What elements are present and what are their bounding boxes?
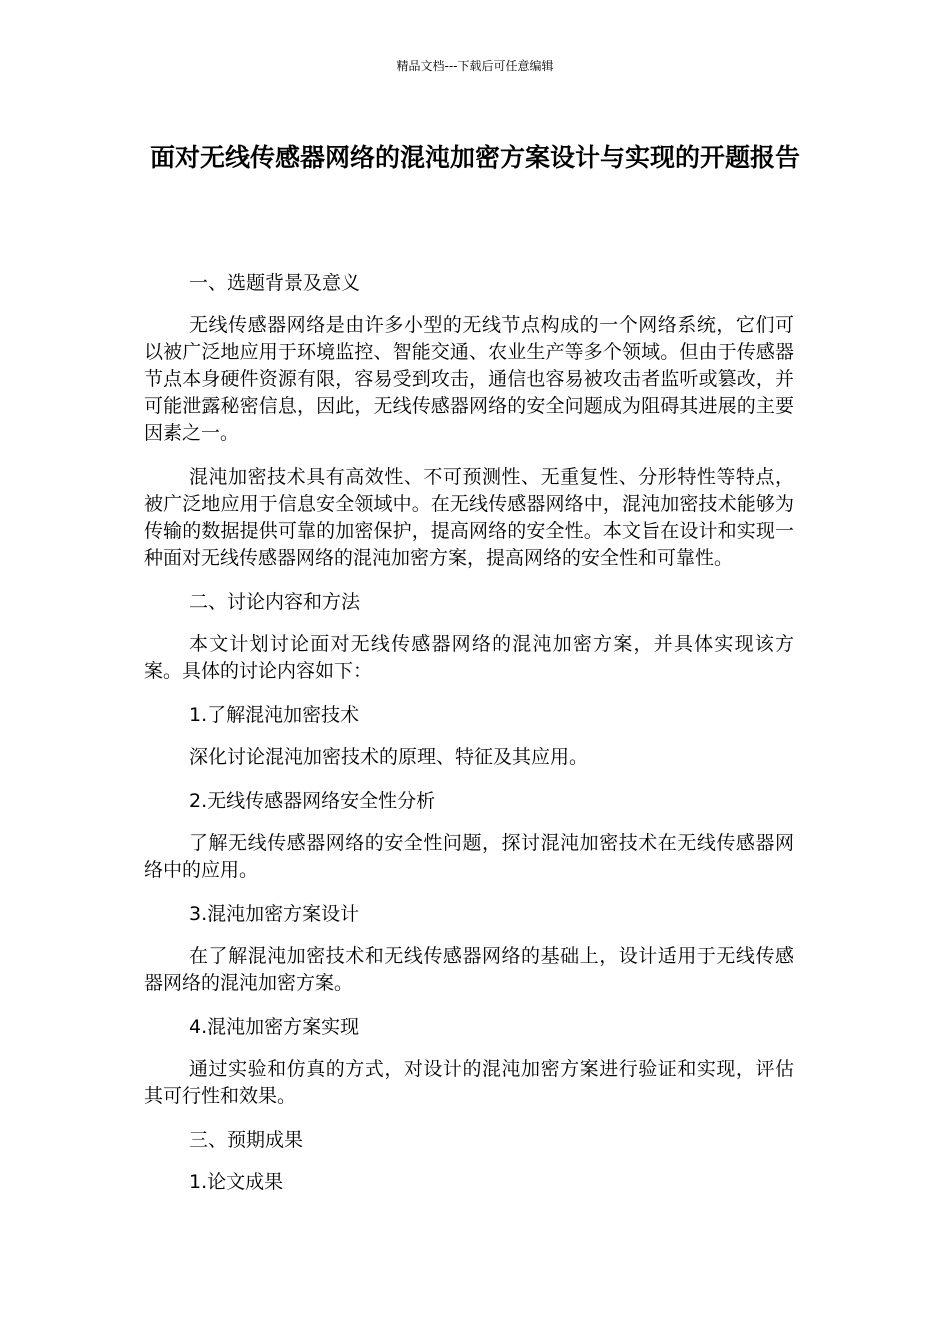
item-heading-1: 1.了解混沌加密技术	[189, 704, 360, 726]
item-text-4: 通过实验和仿真的方式，对设计的混沌加密方案进行验证和实现，评估其可行性和效果。	[144, 1058, 794, 1107]
item-heading-outcome-1: 1.论文成果	[189, 1171, 284, 1193]
item-heading-2: 2.无线传感器网络安全性分析	[189, 790, 436, 812]
paragraph-research-intro: 本文计划讨论面对无线传感器网络的混沌加密方案，并具体实现该方案。具体的讨论内容如下：	[144, 633, 794, 682]
document-body	[144, 270, 794, 1211]
document-title: 面对无线传感器网络的混沌加密方案设计与实现的开题报告	[149, 143, 800, 172]
section-heading-research: 二、讨论内容和方法	[189, 591, 361, 613]
section-heading-background: 一、选题背景及意义	[189, 272, 361, 294]
item-heading-3: 3.混沌加密方案设计	[189, 903, 360, 925]
paragraph-background-2: 混沌加密技术具有高效性、不可预测性、无重复性、分形特性等特点，被广泛地应用于信息安全领域中。在无线传感器网络中，混沌加密技术能够为传输的数据提供可靠的加密保护，提高网络的安全性。本文旨在设计和实现一种面对无线传感器网络的混沌加密方案，提高网络的安全性和可靠性。	[144, 466, 794, 569]
item-text-2: 了解无线传感器网络的安全性问题，探讨混沌加密技术在无线传感器网络中的应用。	[144, 832, 794, 881]
paragraph-background-1: 无线传感器网络是由许多小型的无线节点构成的一个网络系统，它们可以被广泛地应用于环境监控、智能交通、农业生产等多个领域。但由于传感器节点本身硬件资源有限，容易受到攻击，通信也容易被攻击者监听或篡改，并可能泄露秘密信息，因此，无线传感器网络的安全问题成为阻碍其进展的主要因素之一。	[144, 314, 794, 444]
header-note: 精品文档---下载后可任意编辑	[396, 59, 554, 73]
section-heading-outcomes: 三、预期成果	[189, 1129, 304, 1151]
item-text-1: 深化讨论混沌加密技术的原理、特征及其应用。	[189, 746, 589, 768]
item-text-3: 在了解混沌加密技术和无线传感器网络的基础上，设计适用于无线传感器网络的混沌加密方案。	[144, 945, 794, 994]
item-heading-4: 4.混沌加密方案实现	[189, 1016, 360, 1038]
